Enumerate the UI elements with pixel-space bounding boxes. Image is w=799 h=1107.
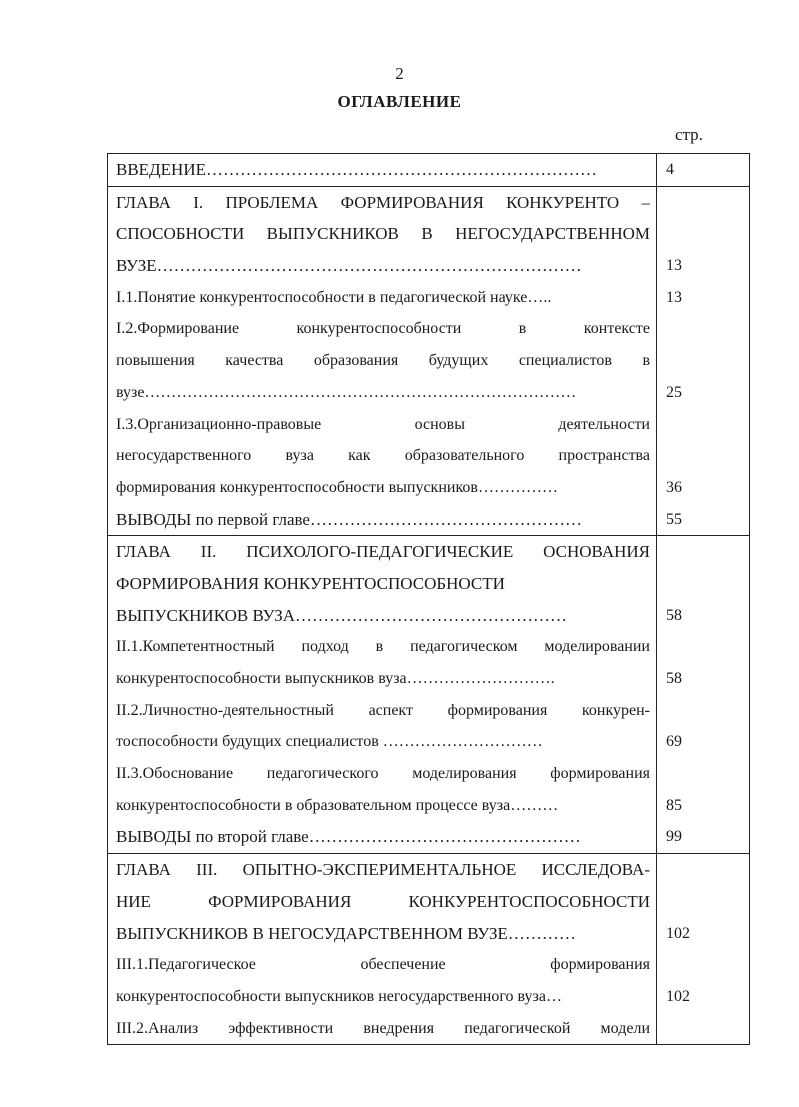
toc-line: I.3.Организационно-правовые основы деятельности [116,415,650,433]
toc-section [108,854,750,1045]
toc-section [108,154,750,187]
toc-line: ВЫПУСКНИКОВ В НЕГОСУДАРСТВЕННОМ ВУЗЕ………… [116,923,576,943]
page-column-label: стр. [675,125,703,144]
toc-line: формирования конкурентоспособности выпускников…………… [116,478,558,496]
toc-line: ГЛАВА III. ОПЫТНО-ЭКСПЕРИМЕНТАЛЬНОЕ ИССЛЕДОВА- [116,860,650,880]
toc-section-pages [657,854,750,1045]
toc-line: III.2.Анализ эффективности внедрения педагогической модели [116,1019,650,1037]
toc-line: тоспособности будущих специалистов ………………………… [116,733,543,751]
toc-section [108,186,750,536]
toc-page-number [657,440,749,472]
toc-page-number: 58 [666,670,682,687]
toc-section-pages [657,536,750,854]
toc-line: ФОРМИРОВАНИЯ КОНКУРЕНТОСПОСОБНОСТИ [116,573,505,593]
toc-page-number: 25 [666,383,682,401]
toc-line: ГЛАВА I. ПРОБЛЕМА ФОРМИРОВАНИЯ КОНКУРЕНТО – [116,192,650,212]
toc-page-number: 4 [666,161,674,178]
toc-section [108,536,750,854]
toc-page-number: 102 [666,987,690,1005]
toc-line: вузе……………………………………………………………………… [116,383,577,401]
toc-line: негосударственного вуза как образовательного пространства [116,447,650,465]
toc-line: ВУЗЕ………………………………………………………………… [116,256,582,276]
toc-section-pages [657,154,750,187]
toc-page-number [657,854,749,886]
toc-section-text [108,536,657,854]
toc-line: НИЕ ФОРМИРОВАНИЯ КОНКУРЕНТОСПОСОБНОСТИ [116,891,650,911]
toc-page-number: 69 [666,733,682,751]
toc-page-number: 36 [666,478,682,496]
page-number: 2 [395,64,404,83]
toc-page-number [657,695,749,727]
document-title: ОГЛАВЛЕНИЕ [337,92,462,111]
toc-section-text [108,186,657,536]
toc-line: ВВЕДЕНИЕ…………………………………………………………… [116,160,597,179]
toc-page-number [657,568,749,600]
toc-line: ВЫВОДЫ по второй главе………………………………………… [116,827,581,847]
toc-page-number: 58 [666,606,682,624]
toc-page-number [657,313,749,345]
toc-page-number [657,187,749,219]
toc-page-number [657,345,749,377]
toc-page-number [657,886,749,918]
toc-line: II.3.Обоснование педагогического моделирования формирования [116,765,650,783]
toc-line: II.1.Компетентностный подход в педагогическом моделировании [116,638,650,656]
toc-line: III.1.Педагогическое обеспечение формирования [116,956,650,974]
toc-line: повышения качества образования будущих специалистов в [116,352,650,370]
toc-line: I.1.Понятие конкурентоспособности в педагогической науке….. [116,288,552,306]
toc-section-text [108,154,657,187]
toc-line: I.2.Формирование конкурентоспособности в контексте [116,320,650,338]
toc-line: конкурентоспособности в образовательном процессе вуза……… [116,796,559,814]
toc-line: ГЛАВА II. ПСИХОЛОГО-ПЕДАГОГИЧЕСКИЕ ОСНОВАНИЯ [116,542,650,562]
toc-line: СПОСОБНОСТИ ВЫПУСКНИКОВ В НЕГОСУДАРСТВЕННОМ [116,224,650,244]
toc-page-number: 55 [666,510,682,528]
toc-page-number [657,1013,749,1045]
table-of-contents [107,153,750,1045]
toc-page-number [657,631,749,663]
toc-page-number [657,218,749,250]
toc-page-number [657,949,749,981]
toc-section-text [108,854,657,1045]
toc-page-number: 13 [666,288,682,306]
toc-section-pages [657,186,750,536]
toc-line: ВЫВОДЫ по первой главе………………………………………… [116,509,582,529]
toc-page-number [657,536,749,568]
toc-page-number: 85 [666,796,682,814]
toc-page-number [657,409,749,441]
toc-page-number: 99 [666,828,682,846]
toc-line: конкурентоспособности выпускников вуза………………………. [116,670,555,687]
toc-line: ВЫПУСКНИКОВ ВУЗА………………………………………… [116,605,568,625]
toc-line: II.2.Личностно-деятельностный аспект формирования конкурен- [116,701,650,719]
toc-line: конкурентоспособности выпускников негосударственного вуза… [116,987,562,1005]
toc-page-number [657,758,749,790]
toc-page-number: 13 [666,257,682,275]
toc-page-number: 102 [666,924,690,942]
